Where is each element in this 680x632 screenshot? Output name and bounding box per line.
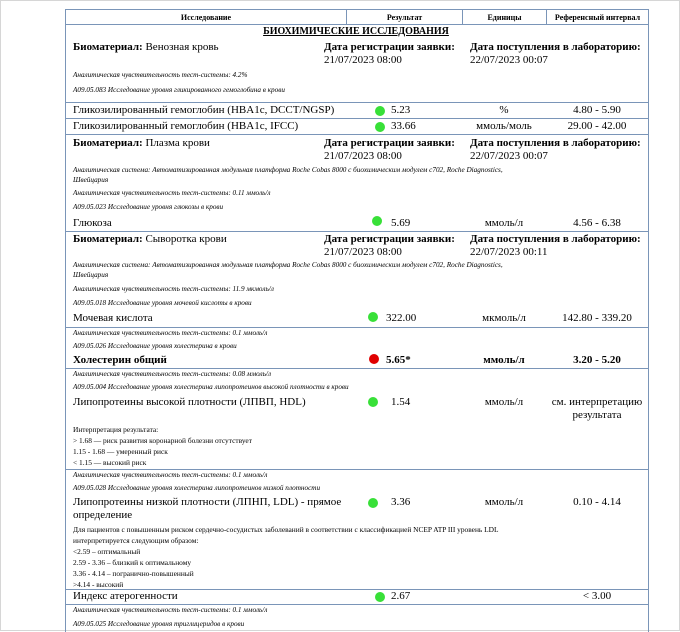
biomaterial-serum	[73, 233, 227, 245]
test-code: A09.05.018 Исследование уровня мочевой кислоты в крови	[73, 299, 252, 307]
biomaterial-label: Биоматериал:	[73, 137, 143, 149]
test-name: Гликозилированный гемоглобин (HBA1c, DCCT/NGSP)	[73, 104, 335, 116]
test-code: A09.05.004 Исследование уровня холестерина липопротеинов высокой плотности в крови	[73, 383, 349, 391]
test-name: Индекс атерогенности	[73, 590, 178, 602]
test-name: Мочевая кислота	[73, 312, 153, 324]
biomaterial-plasma	[73, 137, 210, 149]
biomaterial-value: Сыворотка крови	[145, 233, 227, 245]
reg-date-value: 21/07/2023 08:00	[324, 150, 402, 162]
interpretation-line: 1.15 - 1.68 — умеренный риск	[73, 447, 168, 456]
test-reference: 29.00 - 42.00	[567, 120, 627, 132]
sensitivity-note: Аналитическая чувствительность тест-системы: 0.1 ммоль/л	[73, 606, 268, 614]
test-units: ммоль/л	[484, 496, 524, 508]
test-name: Холестерин общий	[73, 354, 167, 366]
column-header-reference: Референсный интервал	[546, 10, 648, 25]
reg-date-label: Дата регистрации заявки:	[324, 233, 455, 245]
biomaterial-venous	[73, 41, 219, 53]
status-indicator	[368, 312, 378, 322]
test-value: 5.69	[391, 217, 411, 229]
biomaterial-value: Венозная кровь	[145, 41, 219, 53]
interpretation-line: >4.14 - высокий	[73, 580, 124, 589]
test-reference: 142.80 - 339.20	[562, 312, 632, 324]
test-code: A09.05.083 Исследование уровня гликированного гемоглобина в крови	[73, 86, 285, 94]
test-value: 5.65*	[386, 354, 411, 366]
test-value: 2.67	[391, 590, 411, 602]
lab-date-value: 22/07/2023 00:07	[470, 150, 548, 162]
test-reference: 4.80 - 5.90	[573, 104, 621, 116]
test-name: Гликозилированный гемоглобин (HBA1c, IFCC)	[73, 120, 299, 132]
reg-date-value: 21/07/2023 08:00	[324, 54, 402, 66]
column-header-study: Исследование	[180, 13, 232, 22]
status-indicator	[375, 122, 385, 132]
analytic-system-note: Аналитическая система: Автоматизированная модульная платформа Roche Cobas 8000 с биохимическим модулем с702, Roche Diagnostics,	[73, 166, 503, 174]
test-units: ммоль/л	[484, 217, 524, 229]
test-value: 1.54	[391, 396, 411, 408]
section-title: БИОХИМИЧЕСКИЕ ИССЛЕДОВАНИЯ	[263, 26, 449, 37]
test-reference: см. интерпретацию	[551, 396, 643, 408]
status-indicator	[375, 106, 385, 116]
lab-date-label: Дата поступления в лабораторию:	[470, 41, 641, 53]
reg-date-value: 21/07/2023 08:00	[324, 246, 402, 258]
sensitivity-note: Аналитическая чувствительность тест-системы: 0.1 ммоль/л	[73, 329, 268, 337]
sensitivity-note: Аналитическая чувствительность тест-системы: 0.11 ммоль/л	[73, 189, 271, 197]
column-header-units: Единицы	[462, 10, 546, 25]
test-value: 322.00	[386, 312, 417, 324]
test-units: ммоль/моль	[476, 120, 532, 132]
test-value: 3.36	[391, 496, 411, 508]
reg-date-label: Дата регистрации заявки:	[324, 41, 455, 53]
test-value: 5.23	[391, 104, 411, 116]
interpretation-line: Интерпретация результата:	[73, 425, 159, 434]
interpretation-line: 3.36 - 4.14 – погранично-повышенный	[73, 569, 194, 578]
biomaterial-value: Плазма крови	[145, 137, 210, 149]
lab-report	[65, 9, 649, 632]
test-reference-cont: результата	[572, 409, 622, 421]
test-value: 33.66	[391, 120, 416, 132]
status-indicator	[368, 397, 378, 407]
test-code: A09.05.026 Исследование уровня холестерина в крови	[73, 342, 237, 350]
test-code: A09.05.025 Исследование уровня триглицеридов в крови	[73, 620, 245, 628]
sensitivity-note: Аналитическая чувствительность тест-системы: 0.08 ммоль/л	[73, 370, 272, 378]
interpretation-line: интерпретируется следующим образом:	[73, 536, 199, 545]
column-header-result: Результат	[346, 10, 462, 25]
biomaterial-label: Биоматериал:	[73, 41, 143, 53]
status-indicator-abnormal	[369, 354, 379, 364]
interpretation-line: Для пациентов с повышенным риском сердечно-сосудистых заболеваний в соответствии с классификацией NCEP ATP III уровень LDL	[73, 525, 499, 534]
status-indicator	[372, 216, 382, 226]
test-reference: 0.10 - 4.14	[573, 496, 621, 508]
test-reference: 3.20 - 5.20	[573, 354, 621, 366]
analytic-system-note-cont: Швейцария	[73, 176, 109, 184]
test-units: ммоль/л	[484, 396, 524, 408]
test-name: Липопротеины низкой плотности (ЛПНП, LDL) - прямое	[73, 496, 342, 508]
interpretation-line: > 1.68 — риск развития коронарной болезни отсутствует	[73, 436, 252, 445]
reg-date-label: Дата регистрации заявки:	[324, 137, 455, 149]
sensitivity-note: Аналитическая чувствительность тест-системы: 4.2%	[73, 71, 248, 79]
status-indicator	[368, 498, 378, 508]
test-reference: < 3.00	[582, 590, 612, 602]
test-code: A09.05.023 Исследование уровня глюкозы в крови	[73, 203, 224, 211]
test-units: ммоль/л	[483, 354, 525, 366]
biomaterial-label: Биоматериал:	[73, 233, 143, 245]
interpretation-line: < 1.15 — высокий риск	[73, 458, 147, 467]
test-name: Липопротеины высокой плотности (ЛПВП, HDL)	[73, 396, 306, 408]
status-indicator	[375, 592, 385, 602]
test-reference: 4.56 - 6.38	[573, 217, 621, 229]
lab-date-label: Дата поступления в лабораторию:	[470, 233, 641, 245]
analytic-system-note: Аналитическая система: Автоматизированная модульная платформа Roche Cobas 8000 с биохимическим модулем с702, Roche Diagnostics,	[73, 261, 503, 269]
test-name-cont: определение	[73, 509, 133, 521]
interpretation-line: <2.59 – оптимальный	[73, 547, 141, 556]
test-name: Глюкоза	[73, 217, 112, 229]
sensitivity-note: Аналитическая чувствительность тест-системы: 11.9 мкмоль/л	[73, 285, 274, 293]
sensitivity-note: Аналитическая чувствительность тест-системы: 0.1 ммоль/л	[73, 471, 268, 479]
test-units: %	[499, 104, 509, 116]
lab-date-label: Дата поступления в лабораторию:	[470, 137, 641, 149]
test-code: A09.05.028 Исследование уровня холестерина липопротеинов низкой плотности	[73, 484, 321, 492]
analytic-system-note-cont: Швейцария	[73, 271, 109, 279]
interpretation-line: 2.59 - 3.36 – близкий к оптимальному	[73, 558, 192, 567]
test-units: мкмоль/л	[482, 312, 526, 324]
column-header-row	[66, 9, 648, 25]
lab-date-value: 22/07/2023 00:07	[470, 54, 548, 66]
lab-date-value: 22/07/2023 00:11	[470, 246, 548, 258]
